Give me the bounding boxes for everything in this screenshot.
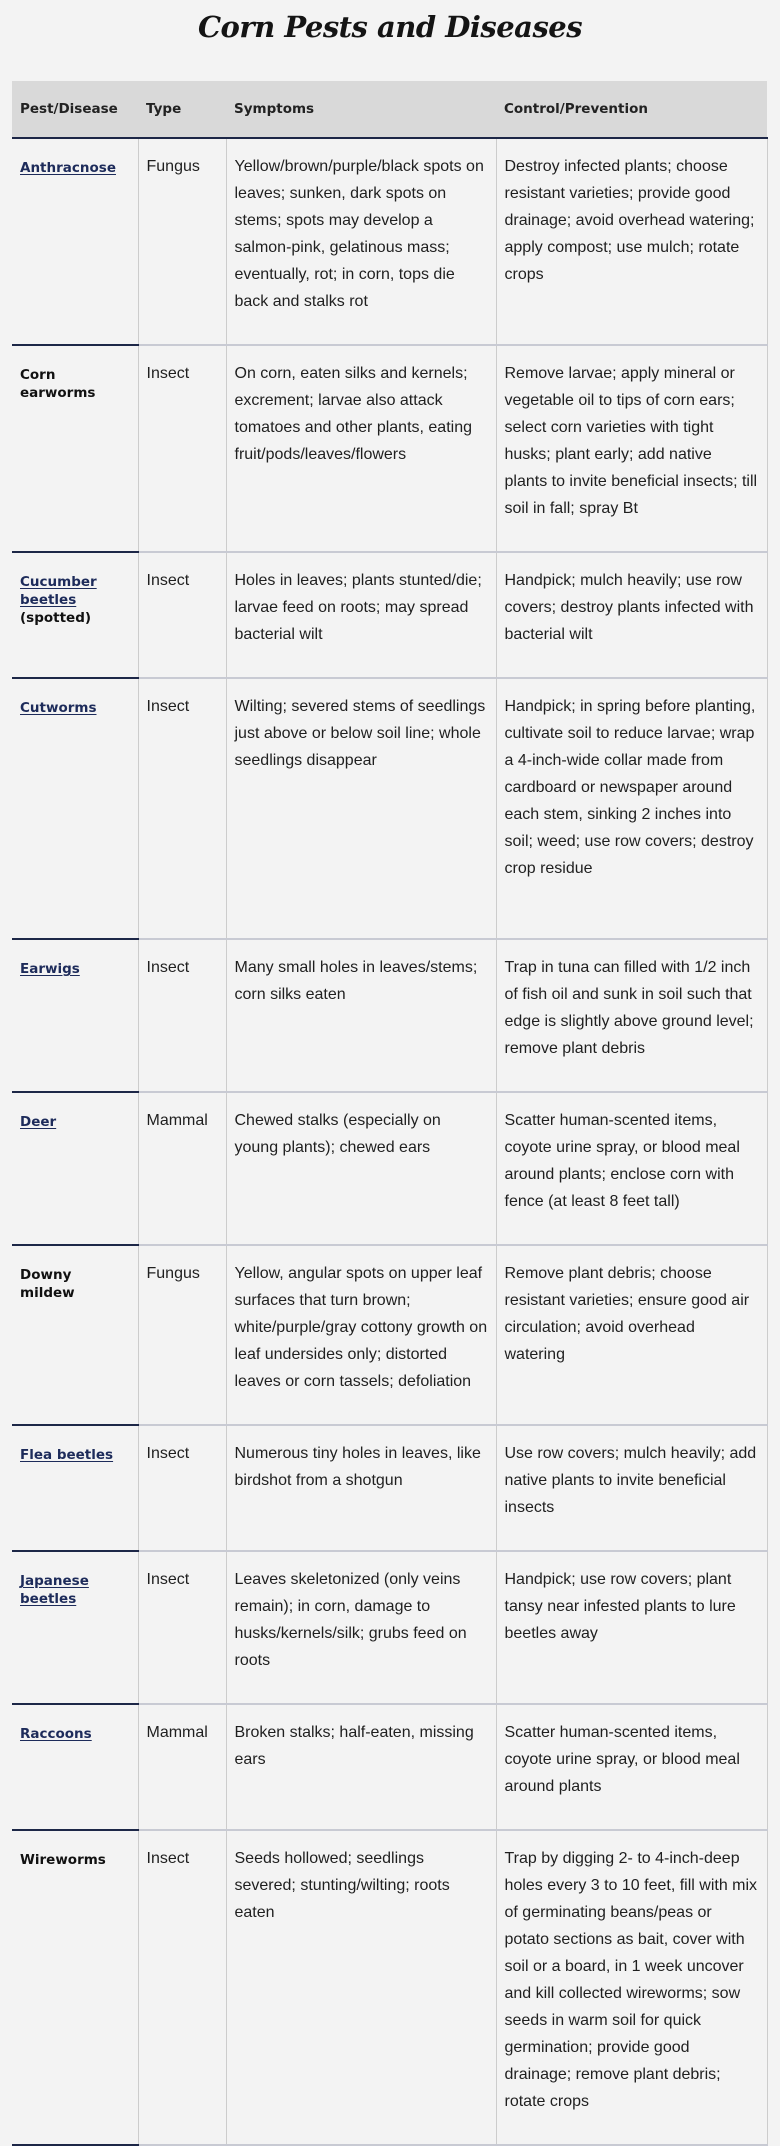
table-row	[12, 345, 767, 552]
pest-cell	[12, 1551, 138, 1704]
pest-cell	[12, 1092, 138, 1245]
type-cell: Insect	[138, 1830, 226, 2145]
pests-table-container	[12, 81, 767, 2146]
pest-cell	[12, 138, 138, 345]
symptoms-cell: Seeds hollowed; seedlings severed; stunting/wilting; roots eaten	[226, 1830, 496, 2145]
control-cell: Scatter human-scented items, coyote urine spray, or blood meal around plants; enclose corn with fence (at least 8 feet tall)	[496, 1092, 767, 1245]
type-cell: Mammal	[138, 1704, 226, 1830]
table-row	[12, 1425, 767, 1551]
table-row	[12, 552, 767, 678]
symptoms-cell: Leaves skeletonized (only veins remain); in corn, damage to husks/kernels/silk; grubs feed on roots	[226, 1551, 496, 1704]
pest-link-earwigs[interactable]: Earwigs	[20, 961, 80, 977]
table-row	[12, 678, 767, 939]
pest-label-wireworms: Wireworms	[20, 1852, 106, 1868]
table-row	[12, 138, 767, 345]
type-cell: Fungus	[138, 138, 226, 345]
control-cell: Trap in tuna can filled with 1/2 inch of fish oil and sunk in soil such that edge is slightly above ground level; remove plant debris	[496, 939, 767, 1092]
pest-label-downy-mildew: Downy mildew	[20, 1267, 75, 1301]
symptoms-cell: Numerous tiny holes in leaves, like birdshot from a shotgun	[226, 1425, 496, 1551]
pest-cell	[12, 345, 138, 552]
pest-link-raccoons[interactable]: Raccoons	[20, 1726, 92, 1742]
pest-link-cutworms[interactable]: Cutworms	[20, 700, 97, 716]
type-cell: Insect	[138, 939, 226, 1092]
table-row	[12, 939, 767, 1092]
pest-cell	[12, 1245, 138, 1425]
pest-cell	[12, 939, 138, 1092]
pest-link-deer[interactable]: Deer	[20, 1114, 57, 1130]
header-pest-disease: Pest/Disease	[12, 81, 138, 138]
pest-cell	[12, 1425, 138, 1551]
pest-cell	[12, 552, 138, 678]
pests-diseases-table	[12, 81, 768, 2146]
table-row	[12, 1830, 767, 2145]
pest-cell	[12, 1704, 138, 1830]
pest-link-japanese-beetles[interactable]: Japanese beetles	[20, 1573, 89, 1607]
control-cell: Handpick; mulch heavily; use row covers; destroy plants infected with bacterial wilt	[496, 552, 767, 678]
table-row	[12, 1092, 767, 1245]
type-cell: Insect	[138, 345, 226, 552]
symptoms-cell: Many small holes in leaves/stems; corn silks eaten	[226, 939, 496, 1092]
page-title: Corn Pests and Diseases	[197, 10, 583, 44]
pest-suffix-spotted: (spotted)	[20, 610, 92, 626]
control-cell: Destroy infected plants; choose resistant varieties; provide good drainage; avoid overhead watering; apply compost; use mulch; rotate crops	[496, 138, 767, 345]
pest-link-flea-beetles[interactable]: Flea beetles	[20, 1447, 114, 1463]
symptoms-cell: Holes in leaves; plants stunted/die; larvae feed on roots; may spread bacterial wilt	[226, 552, 496, 678]
control-cell: Handpick; use row covers; plant tansy near infested plants to lure beetles away	[496, 1551, 767, 1704]
header-control-prevention: Control/Prevention	[496, 81, 767, 138]
control-cell: Handpick; in spring before planting, cultivate soil to reduce larvae; wrap a 4-inch-wide collar made from cardboard or newspaper around each stem, sinking 2 inches into soil; weed; use row covers; destroy crop residue	[496, 678, 767, 939]
header-symptoms: Symptoms	[226, 81, 496, 138]
control-cell: Trap by digging 2- to 4-inch-deep holes every 3 to 10 feet, fill with mix of germinating beans/peas or potato sections as bait, cover with soil or a board, in 1 week uncover and kill collected wireworms; sow seeds in warm soil for quick germination; provide good drainage; remove plant debris; rotate crops	[496, 1830, 767, 2145]
pest-cell	[12, 678, 138, 939]
control-cell: Use row covers; mulch heavily; add native plants to invite beneficial insects	[496, 1425, 767, 1551]
symptoms-cell: Chewed stalks (especially on young plants); chewed ears	[226, 1092, 496, 1245]
symptoms-cell: On corn, eaten silks and kernels; excrement; larvae also attack tomatoes and other plants, eating fruit/pods/leaves/flowers	[226, 345, 496, 552]
pest-label-corn-earworms: Corn earworms	[20, 367, 96, 401]
table-row	[12, 1245, 767, 1425]
symptoms-cell: Broken stalks; half-eaten, missing ears	[226, 1704, 496, 1830]
type-cell: Insect	[138, 1425, 226, 1551]
control-cell: Remove plant debris; choose resistant varieties; ensure good air circulation; avoid overhead watering	[496, 1245, 767, 1425]
symptoms-cell: Yellow/brown/purple/black spots on leaves; sunken, dark spots on stems; spots may develop a salmon-pink, gelatinous mass; eventually, rot; in corn, tops die back and stalks rot	[226, 138, 496, 345]
type-cell: Insect	[138, 678, 226, 939]
pest-link-anthracnose[interactable]: Anthracnose	[20, 160, 116, 176]
control-cell: Remove larvae; apply mineral or vegetable oil to tips of corn ears; select corn varieties with tight husks; plant early; add native plants to invite beneficial insects; till soil in fall; spray Bt	[496, 345, 767, 552]
pest-cell	[12, 1830, 138, 2145]
table-row	[12, 1551, 767, 1704]
type-cell: Insect	[138, 1551, 226, 1704]
header-type: Type	[138, 81, 226, 138]
control-cell: Scatter human-scented items, coyote urine spray, or blood meal around plants	[496, 1704, 767, 1830]
symptoms-cell: Wilting; severed stems of seedlings just above or below soil line; whole seedlings disappear	[226, 678, 496, 939]
table-row	[12, 1704, 767, 1830]
pest-link-cucumber-beetles[interactable]: Cucumber beetles	[20, 574, 97, 608]
symptoms-cell: Yellow, angular spots on upper leaf surfaces that turn brown; white/purple/gray cottony growth on leaf undersides only; distorted leaves or corn tassels; defoliation	[226, 1245, 496, 1425]
type-cell: Fungus	[138, 1245, 226, 1425]
type-cell: Mammal	[138, 1092, 226, 1245]
table-header-row	[12, 81, 767, 138]
type-cell: Insect	[138, 552, 226, 678]
